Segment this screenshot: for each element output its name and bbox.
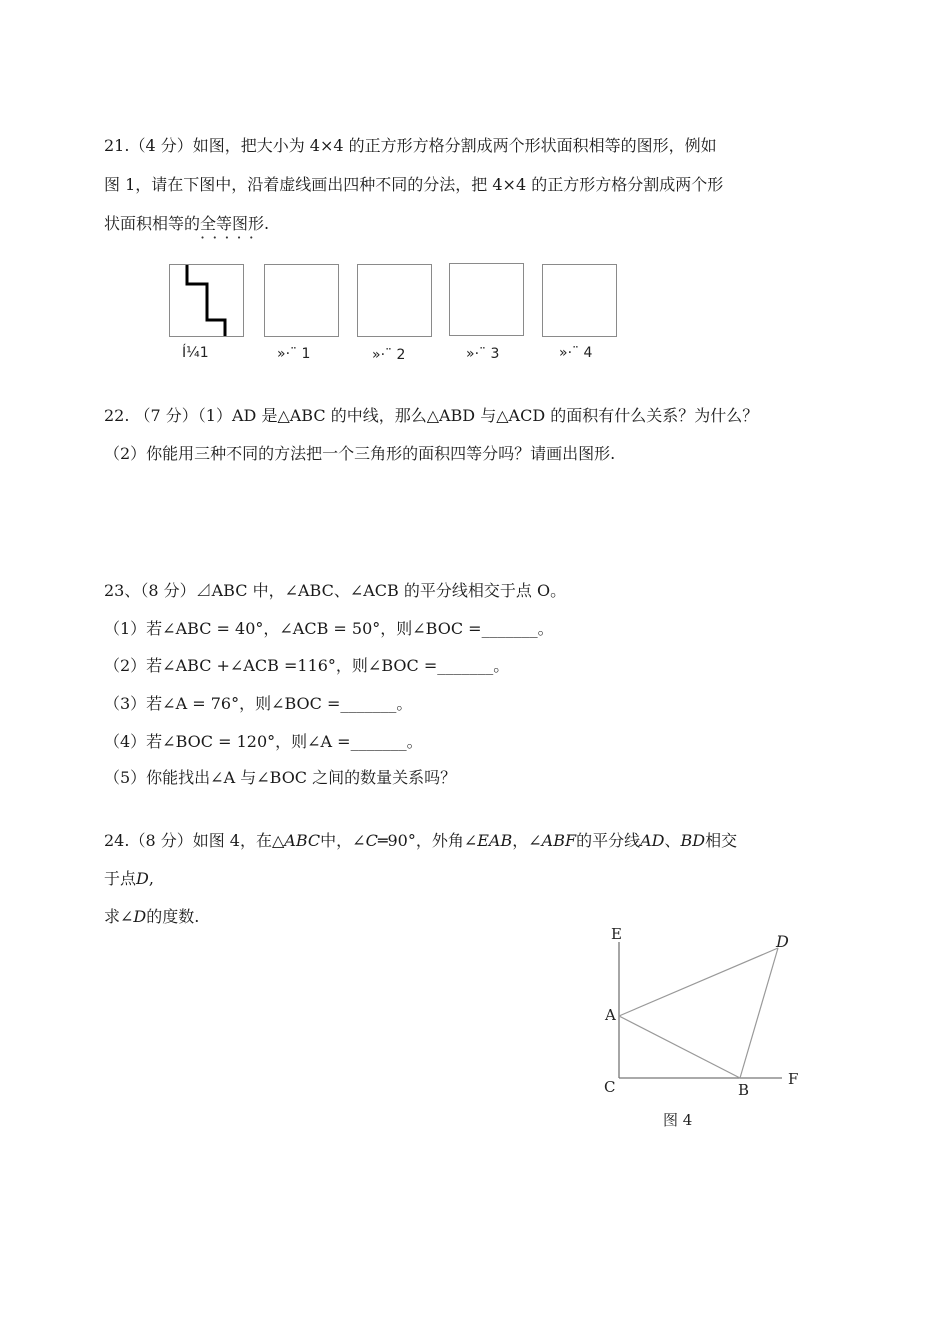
q24-text: 求∠ xyxy=(104,907,134,926)
q23-part1: （1）若∠ABC = 40°，∠ACB = 50°，则∠BOC =_______。 xyxy=(104,619,554,638)
q21-line3 xyxy=(104,211,269,234)
line-bd xyxy=(740,948,778,1078)
q24-italic-d: D xyxy=(133,907,147,926)
caption-method-3: »·¨ 3 xyxy=(466,346,500,362)
label-b: B xyxy=(738,1081,750,1099)
q24-text: , xyxy=(148,869,154,888)
q24-text: 、 xyxy=(664,831,681,850)
q23-part4: （4）若∠BOC = 120°，则∠A =_______。 xyxy=(104,732,423,751)
q24-text: ，∠ xyxy=(512,831,542,850)
label-d: D xyxy=(776,932,789,951)
q21-line1: 21.（4 分）如图，把大小为 4×4 的正方形方格分割成两个形状面积相等的图形，例如 xyxy=(104,136,717,155)
q24-italic-abc: ABC xyxy=(284,831,321,850)
label-e: E xyxy=(611,925,622,943)
q23-part5: （5）你能找出∠A 与∠BOC 之间的数量关系吗？ xyxy=(104,768,457,787)
q24-line2 xyxy=(104,866,154,889)
caption-method-4: »·¨ 4 xyxy=(559,345,593,361)
label-a: A xyxy=(605,1006,616,1024)
q21-line2: 图 1，请在下图中，沿着虚线画出四种不同的分法，把 4×4 的正方形方格分割成两个形 xyxy=(104,175,724,194)
line-ad xyxy=(619,948,778,1016)
q24-text: 24.（8 分）如图 4，在△ xyxy=(104,831,285,850)
q23-part3: （3）若∠A = 76°，则∠BOC =_______。 xyxy=(104,694,413,713)
caption-figure-1: Í¼1 xyxy=(182,345,209,361)
staircase-cut-line xyxy=(170,265,243,336)
blank-square-method-3[interactable] xyxy=(449,263,524,336)
q24-text: 相交 xyxy=(705,831,738,850)
blank-square-method-1[interactable] xyxy=(264,264,339,337)
label-c: C xyxy=(604,1078,616,1096)
q24-italic-ad: AD xyxy=(640,831,665,850)
q21-emphasis-text: 全等图形 · · · xyxy=(200,214,264,233)
q24-italic-abf: ABF xyxy=(541,831,577,850)
q24-italic-d: D xyxy=(136,869,149,888)
q24-text: 中，∠ xyxy=(320,831,366,850)
caption-method-1: »·¨ 1 xyxy=(277,346,311,362)
example-square-figure-1 xyxy=(169,264,244,337)
q24-text: ═90°，外角∠ xyxy=(377,831,478,850)
figure-4-caption: 图 4 xyxy=(663,1111,693,1129)
line-ab xyxy=(619,1016,740,1078)
blank-square-method-4[interactable] xyxy=(542,264,617,337)
label-f: F xyxy=(788,1070,799,1088)
q23-line1: 23、（8 分）⊿ABC 中，∠ABC、∠ACB 的平分线相交于点 O。 xyxy=(104,581,567,600)
q23-part2: （2）若∠ABC +∠ACB =116°，则∠BOC =_______。 xyxy=(104,656,510,675)
q24-text: 于点 xyxy=(104,869,137,888)
q21-line3-period: . xyxy=(264,214,270,233)
q22-line2: （2）你能用三种不同的方法把一个三角形的面积四等分吗？请画出图形. xyxy=(104,444,616,463)
q24-italic-bd: BD xyxy=(680,831,706,850)
q24-line1 xyxy=(104,828,737,851)
q24-italic-eab: EAB xyxy=(477,831,513,850)
blank-square-method-2[interactable] xyxy=(357,264,432,337)
q24-text: 的平分线 xyxy=(576,831,641,850)
figure-4-diagram xyxy=(590,920,820,1135)
caption-method-2: »·¨ 2 xyxy=(372,347,406,363)
q22-line1: 22. （7 分）（1）AD 是△ABC 的中线，那么△ABD 与△ACD 的面积有什么关系？为什么？ xyxy=(104,406,759,425)
q24-line3 xyxy=(104,904,199,927)
q24-italic-c: C xyxy=(365,831,378,850)
q21-line3-prefix: 状面积相等的 xyxy=(104,214,201,233)
q24-text: 的度数. xyxy=(146,907,200,926)
